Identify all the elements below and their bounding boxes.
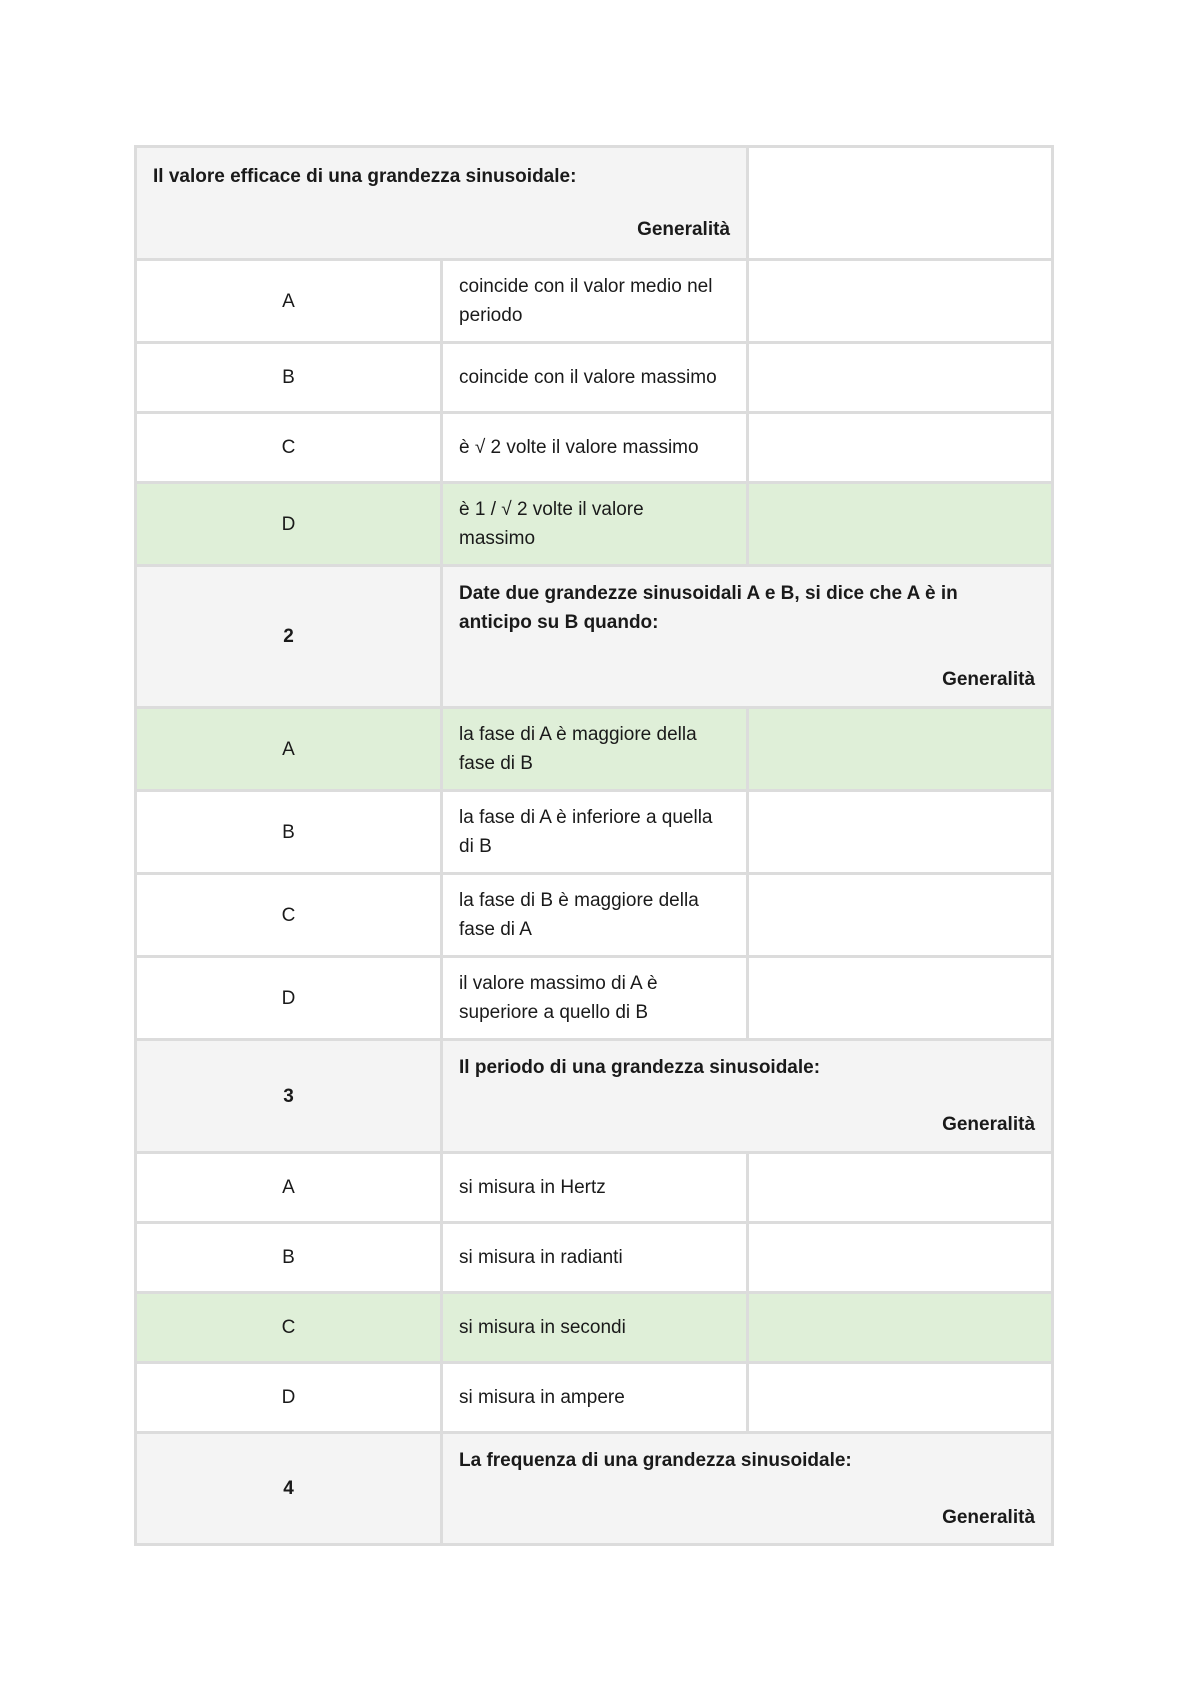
empty-cell <box>748 874 1053 957</box>
option-text: si misura in secondi <box>442 1293 748 1363</box>
option-text: la fase di A è inferiore a quella di B <box>442 791 748 874</box>
option-row <box>136 1153 1053 1223</box>
empty-cell <box>748 957 1053 1040</box>
option-row <box>136 957 1053 1040</box>
empty-cell <box>748 1223 1053 1293</box>
quiz-table <box>134 145 1054 1546</box>
empty-cell <box>748 708 1053 791</box>
category-label: Generalità <box>637 219 731 240</box>
question-cell <box>442 566 1053 708</box>
option-text: è 1 / √ 2 volte il valore massimo <box>442 483 748 566</box>
option-letter: B <box>136 343 442 413</box>
option-text: coincide con il valore massimo <box>442 343 748 413</box>
option-row <box>136 874 1053 957</box>
question-text: Il periodo di una grandezza sinusoidale: <box>459 1057 821 1078</box>
option-row <box>136 413 1053 483</box>
category-label: Generalità <box>942 1114 1036 1135</box>
option-text: si misura in ampere <box>442 1363 748 1433</box>
option-text: il valore massimo di A è superiore a quello di B <box>442 957 748 1040</box>
empty-cell <box>748 1363 1053 1433</box>
option-row <box>136 343 1053 413</box>
empty-cell <box>748 483 1053 566</box>
option-text: la fase di B è maggiore della fase di A <box>442 874 748 957</box>
question-number: 3 <box>136 1040 442 1153</box>
option-letter: A <box>136 708 442 791</box>
option-row <box>136 1363 1053 1433</box>
option-row-correct <box>136 708 1053 791</box>
option-text: si misura in radianti <box>442 1223 748 1293</box>
option-text: la fase di A è maggiore della fase di B <box>442 708 748 791</box>
question-number: 4 <box>136 1433 442 1545</box>
empty-cell <box>748 343 1053 413</box>
question-text: La frequenza di una grandezza sinusoidale: <box>459 1449 852 1471</box>
empty-cell <box>748 413 1053 483</box>
option-text: è √ 2 volte il valore massimo <box>442 413 748 483</box>
option-row-correct <box>136 483 1053 566</box>
option-text: coincide con il valor medio nel periodo <box>442 260 748 343</box>
category-label: Generalità <box>942 1506 1036 1528</box>
option-letter: C <box>136 413 442 483</box>
option-letter: D <box>136 957 442 1040</box>
option-row <box>136 260 1053 343</box>
question-number: 2 <box>136 566 442 708</box>
option-letter: C <box>136 874 442 957</box>
option-text: si misura in Hertz <box>442 1153 748 1223</box>
empty-cell <box>748 1153 1053 1223</box>
question-cell <box>442 1040 1053 1153</box>
question-row <box>136 147 1053 260</box>
option-letter: A <box>136 1153 442 1223</box>
empty-cell <box>748 1293 1053 1363</box>
empty-cell <box>748 791 1053 874</box>
option-letter: A <box>136 260 442 343</box>
question-row <box>136 1040 1053 1153</box>
question-row <box>136 1433 1053 1545</box>
option-letter: B <box>136 791 442 874</box>
empty-cell <box>748 147 1053 260</box>
question-cell <box>442 1433 1053 1545</box>
option-letter: C <box>136 1293 442 1363</box>
option-row <box>136 791 1053 874</box>
option-row-correct <box>136 1293 1053 1363</box>
question-text: Date due grandezze sinusoidali A e B, si dice che A è in anticipo su B quando: <box>459 583 958 633</box>
empty-cell <box>748 260 1053 343</box>
question-text: Il valore efficace di una grandezza sinusoidale: <box>153 166 577 187</box>
option-letter: D <box>136 1363 442 1433</box>
question-row <box>136 566 1053 708</box>
question-cell <box>136 147 748 260</box>
option-letter: B <box>136 1223 442 1293</box>
category-label: Generalità <box>942 669 1036 690</box>
option-row <box>136 1223 1053 1293</box>
option-letter: D <box>136 483 442 566</box>
